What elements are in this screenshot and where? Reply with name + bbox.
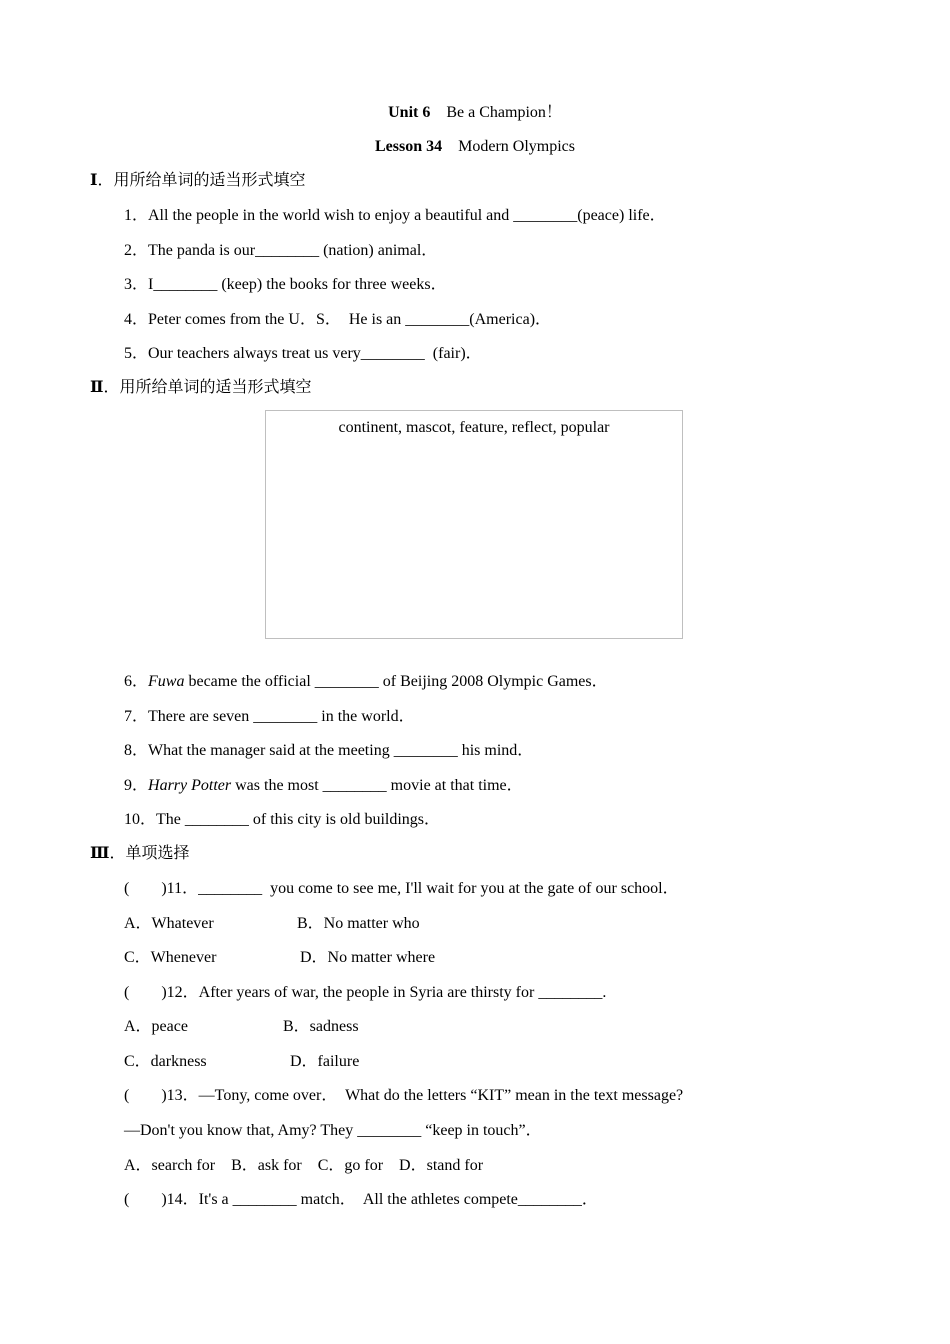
question-number: 9． — [124, 777, 149, 794]
lesson-heading — [0, 137, 950, 157]
q11-option-d: D．No matter where — [300, 949, 436, 966]
question-11: ( )11．________ you come to see me, I'll wait for you at the gate of our school． — [124, 880, 679, 897]
question-10 — [124, 810, 440, 830]
question-13: ( )13．—Tony, come over． What do the letters “KIT” mean in the text message? — [124, 1087, 684, 1104]
q12-option-b: B．sadness — [283, 1018, 359, 1035]
section1-heading — [90, 171, 306, 191]
question-number: 7． — [124, 708, 149, 725]
word-bank-text: continent, mascot, feature, reflect, popular — [338, 419, 610, 436]
q12-option-d: D．failure — [290, 1053, 360, 1070]
question-text: What the manager said at the meeting ________ his mind． — [148, 742, 534, 759]
question-number: 8． — [124, 742, 149, 759]
word-bank-box — [265, 410, 683, 639]
italic-title: Harry Potter — [148, 777, 232, 794]
q11-option-c: C．Whenever — [124, 949, 217, 966]
question-text: became the official ________ of Beijing 2008 Olympic Games． — [184, 673, 608, 690]
question-7 — [124, 707, 415, 727]
section3-title: ．单项选择 — [109, 845, 190, 862]
unit-heading — [0, 103, 950, 123]
question-5: 5．Our teachers always treat us very________ (fair)． — [124, 345, 482, 362]
q13-options: A．search for B．ask for C．go for D．stand for — [124, 1157, 484, 1174]
question-text: There are seven ________ in the world． — [148, 708, 415, 725]
lesson-label: Lesson 34 — [375, 138, 443, 155]
section1-title: ．用所给单词的适当形式填空 — [97, 172, 306, 189]
q12-option-c: C．darkness — [124, 1053, 207, 1070]
question-9 — [124, 776, 523, 796]
question-4: 4．Peter comes from the U．S． He is an ________(America)． — [124, 311, 552, 328]
question-3: 3．I________ (keep) the books for three weeks． — [124, 276, 447, 293]
q12-option-a: A．peace — [124, 1018, 188, 1035]
section2-title: ．用所给单词的适当形式填空 — [103, 379, 312, 396]
q11-option-a: A．Whatever — [124, 915, 214, 932]
question-text: The ________ of this city is old buildings． — [156, 811, 441, 828]
question-6 — [124, 672, 608, 692]
question-14: ( )14．It's a ________ match． All the athletes compete________． — [124, 1191, 598, 1208]
question-text: was the most ________ movie at that time． — [231, 777, 523, 794]
lesson-title: Modern Olympics — [458, 138, 575, 155]
unit-label: Unit 6 — [388, 104, 431, 121]
section3-heading — [90, 844, 190, 864]
italic-title: Fuwa — [148, 673, 185, 690]
q11-option-b: B．No matter who — [297, 915, 420, 932]
question-number: 6． — [124, 673, 149, 690]
question-2: 2．The panda is our________ (nation) animal． — [124, 242, 438, 259]
section3-numeral: Ⅲ — [90, 845, 110, 862]
question-number: 10． — [124, 811, 157, 828]
section2-numeral: Ⅱ — [90, 379, 104, 396]
section2-heading — [90, 378, 312, 398]
question-12: ( )12．After years of war, the people in Syria are thirsty for ________. — [124, 984, 607, 1001]
question-1: 1．All the people in the world wish to enjoy a beautiful and ________(peace) life． — [124, 207, 666, 224]
question-8 — [124, 741, 533, 761]
section1-numeral: Ⅰ — [90, 172, 98, 189]
q13-reply: —Don't you know that, Amy? They ________ “keep in touch”． — [124, 1122, 542, 1139]
unit-title: Be a Champion！ — [446, 104, 562, 121]
